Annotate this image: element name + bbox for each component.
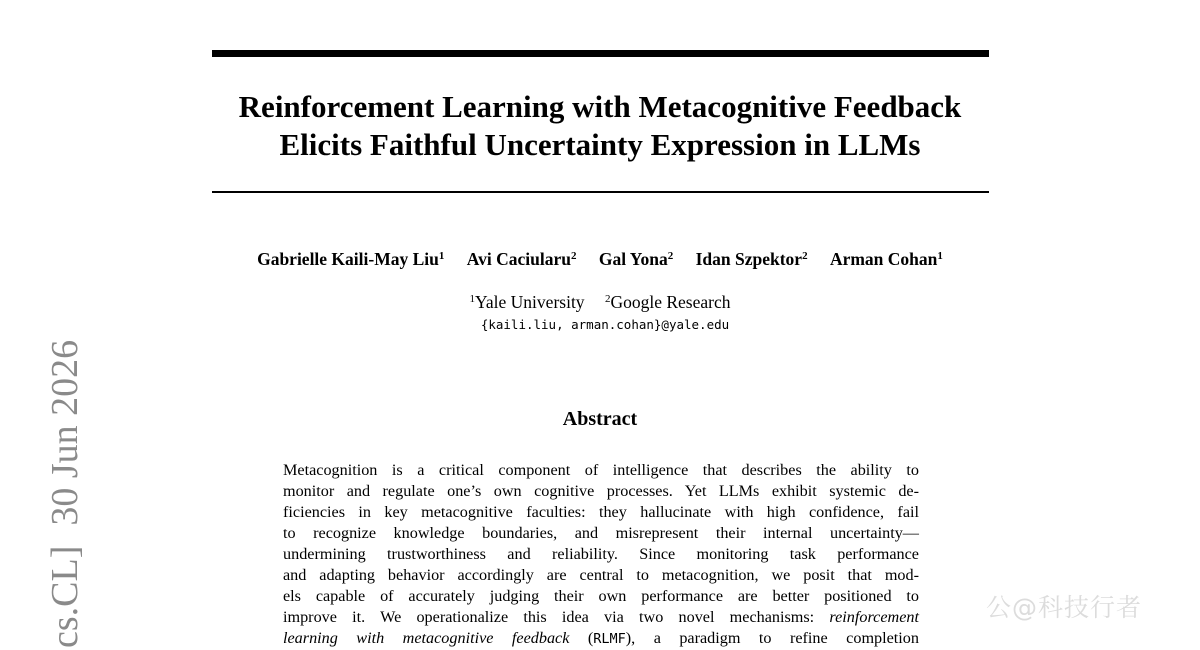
author: [467, 249, 577, 269]
affiliation: [470, 292, 585, 312]
abstract-line: undermining trustworthiness and reliability. Since monitoring task performance: [283, 545, 919, 563]
title-bottom-rule: [212, 191, 989, 193]
abstract-body: [283, 460, 919, 650]
author-affiliation-mark: 2: [667, 250, 674, 262]
abstract-italic-phrase: learning with metacognitive feedback: [283, 629, 570, 647]
abstract-line: [283, 607, 919, 628]
abstract-line-text: ), a paradigm to refine completion: [625, 629, 919, 647]
author-name: Gal Yona: [598, 249, 668, 269]
author: [599, 249, 673, 269]
affiliation: [605, 292, 731, 312]
author-affiliation-mark: 2: [802, 250, 808, 262]
author-name: Gabrielle Kaili-May Liu: [257, 249, 439, 269]
author: [696, 249, 808, 269]
title-line-1: Reinforcement Learning with Metacognitive Feedback: [238, 89, 962, 124]
author: [830, 249, 943, 269]
title-line-2: Elicits Faithful Uncertainty Expression in LLMs: [279, 127, 921, 162]
author-name: Idan Szpektor: [695, 249, 803, 269]
abstract-italic-term: reinforcement: [829, 608, 919, 626]
author-affiliation-mark: 1: [438, 250, 445, 262]
abstract-line: [283, 628, 919, 650]
source-watermark: 公@科技行者: [986, 593, 1143, 622]
abstract-line: els capable of accurately judging their own performance are better positioned to: [283, 587, 919, 605]
arxiv-category: cs.CL]: [44, 545, 86, 648]
contact-email[interactable]: {kaili.liu, arman.cohan}@yale.edu: [480, 317, 730, 332]
affiliation-number: 1: [469, 293, 476, 305]
title-top-rule: [212, 50, 989, 57]
affiliations: [300, 291, 900, 313]
affiliation-number: 2: [604, 293, 611, 305]
abstract-line: and adapting behavior accordingly are central to metacognition, we posit that mod-: [283, 566, 919, 584]
abstract-line: Metacognition is a critical component of intelligence that describes the ability to: [283, 461, 919, 479]
abstract-line-text: improve it. We operationalize this idea via two novel mechanisms:: [283, 608, 815, 626]
affiliation-name: Yale University: [475, 292, 585, 312]
abstract-heading: Abstract: [562, 408, 638, 430]
affiliation-name: Google Research: [610, 292, 731, 312]
arxiv-date: 30 Jun 2026: [44, 339, 86, 526]
abstract-acronym: RLMF: [593, 631, 626, 647]
author: [257, 249, 444, 269]
author-affiliation-mark: 2: [570, 250, 577, 262]
author-name: Arman Cohan: [829, 249, 938, 269]
author-list: [150, 248, 1050, 270]
author-affiliation-mark: 1: [937, 250, 943, 262]
paper-title: [180, 88, 1020, 164]
abstract-line: to recognize knowledge boundaries, and misrepresent their internal uncertainty—: [283, 524, 919, 542]
arxiv-sidebar-stamp: [46, 320, 84, 648]
author-name: Avi Caciularu: [466, 249, 571, 269]
abstract-line: monitor and regulate one’s own cognitive processes. Yet LLMs exhibit systemic de-: [283, 482, 919, 500]
abstract-line: ficiencies in key metacognitive faculties: they hallucinate with high confidence, fail: [283, 503, 919, 521]
acronym-open-paren: (: [587, 629, 594, 647]
